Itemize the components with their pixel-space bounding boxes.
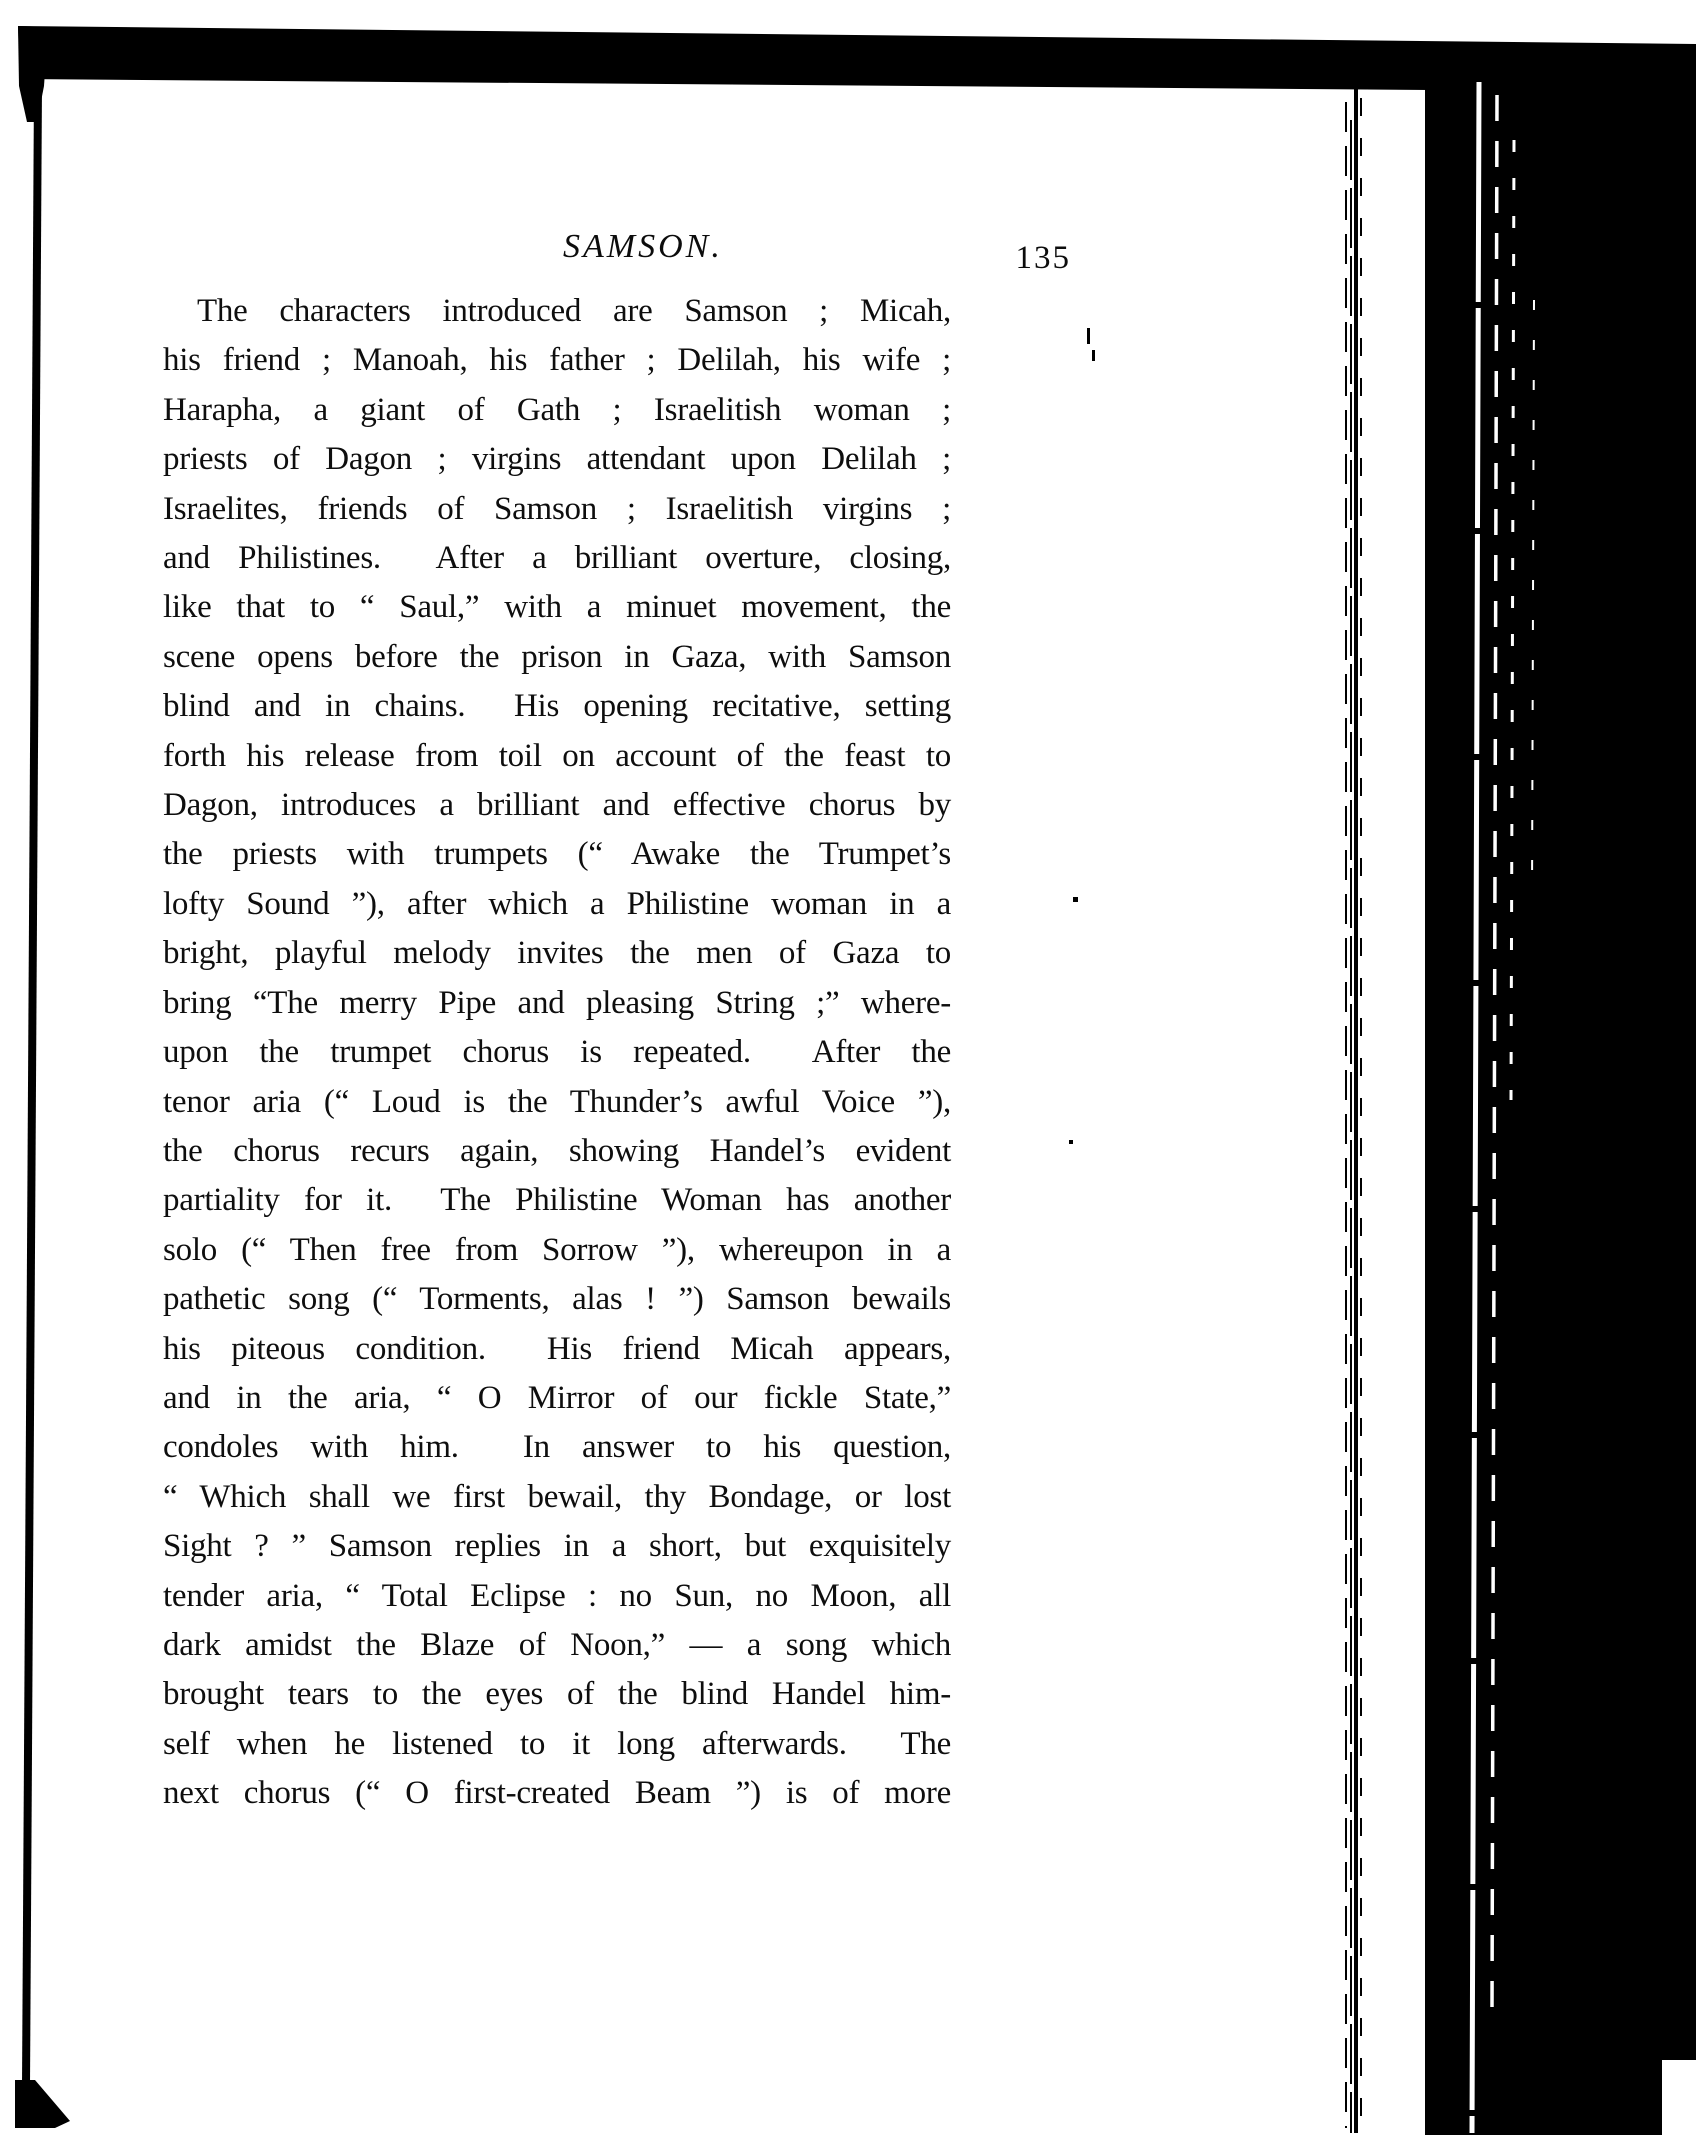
- body-line: the priests with trumpets (“ Awake the Trumpet’s: [163, 836, 951, 873]
- page-header: [163, 228, 1071, 274]
- text-block: [163, 287, 951, 1819]
- body-line: Harapha, a giant of Gath ; Israelitish woman ;: [163, 391, 951, 428]
- body-line: and in the aria, “ O Mirror of our fickle State,”: [163, 1379, 951, 1416]
- body-line: Israelites, friends of Samson ; Israelitish virgins ;: [163, 490, 951, 527]
- body-line: next chorus (“ O first-created Beam ”) is of more: [163, 1775, 951, 1812]
- left-page-spine: [22, 84, 42, 2086]
- body-line: “ Which shall we first bewail, thy Bondage, or lost: [163, 1478, 951, 1515]
- body-line: priests of Dagon ; virgins attendant upon Delilah ;: [163, 441, 951, 478]
- body-line: tenor aria (“ Loud is the Thunder’s awful Voice ”),: [163, 1083, 951, 1120]
- book-pages-shadow: [1425, 64, 1662, 2135]
- body-line: his friend ; Manoah, his father ; Delilah, his wife ;: [163, 342, 951, 379]
- body-line: dark amidst the Blaze of Noon,” — a song which: [163, 1626, 951, 1663]
- body-line: self when he listened to it long afterwards. The: [163, 1725, 951, 1762]
- body-line: forth his release from toil on account of the feast to: [163, 737, 951, 774]
- body-line: partiality for it. The Philistine Woman has another: [163, 1182, 951, 1219]
- body-line: brought tears to the eyes of the blind Handel him-: [163, 1676, 951, 1713]
- page-number: 135: [1015, 240, 1071, 276]
- body-line: pathetic song (“ Torments, alas ! ”) Samson bewails: [163, 1281, 951, 1318]
- body-line: The characters introduced are Samson ; Micah,: [197, 293, 951, 329]
- body-line: Dagon, introduces a brilliant and effective chorus by: [163, 787, 951, 824]
- body-line: upon the trumpet chorus is repeated. After the: [163, 1034, 951, 1071]
- body-line: condoles with him. In answer to his question,: [163, 1429, 951, 1466]
- body-line: bring “The merry Pipe and pleasing String ;” where-: [163, 984, 951, 1021]
- body-line: his piteous condition. His friend Micah appears,: [163, 1330, 951, 1367]
- right-page-edges: [1346, 58, 1361, 2133]
- book-pages-shadow-outer: [1662, 44, 1696, 2060]
- running-title: SAMSON.: [563, 228, 723, 265]
- body-line: the chorus recurs again, showing Handel’s evident: [163, 1132, 951, 1169]
- body-line: tender aria, “ Total Eclipse : no Sun, no Moon, all: [163, 1577, 951, 1614]
- scan-top-bar-curl: [18, 26, 48, 122]
- body-line: like that to “ Saul,” with a minuet movement, the: [163, 589, 951, 626]
- body-line: solo (“ Then free from Sorrow ”), whereupon in a: [163, 1231, 951, 1268]
- body-line: Sight ? ” Samson replies in a short, but exquisitely: [163, 1528, 951, 1565]
- scan-specks: [1069, 328, 1095, 1144]
- body-line: bright, playful melody invites the men of Gaza to: [163, 935, 951, 972]
- body-line: blind and in chains. His opening recitative, setting: [163, 688, 951, 725]
- left-spine-foot: [15, 2080, 70, 2128]
- body-line: scene opens before the prison in Gaza, with Samson: [163, 638, 951, 675]
- body-line: and Philistines. After a brilliant overture, closing,: [163, 540, 951, 577]
- body-line: lofty Sound ”), after which a Philistine woman in a: [163, 885, 951, 922]
